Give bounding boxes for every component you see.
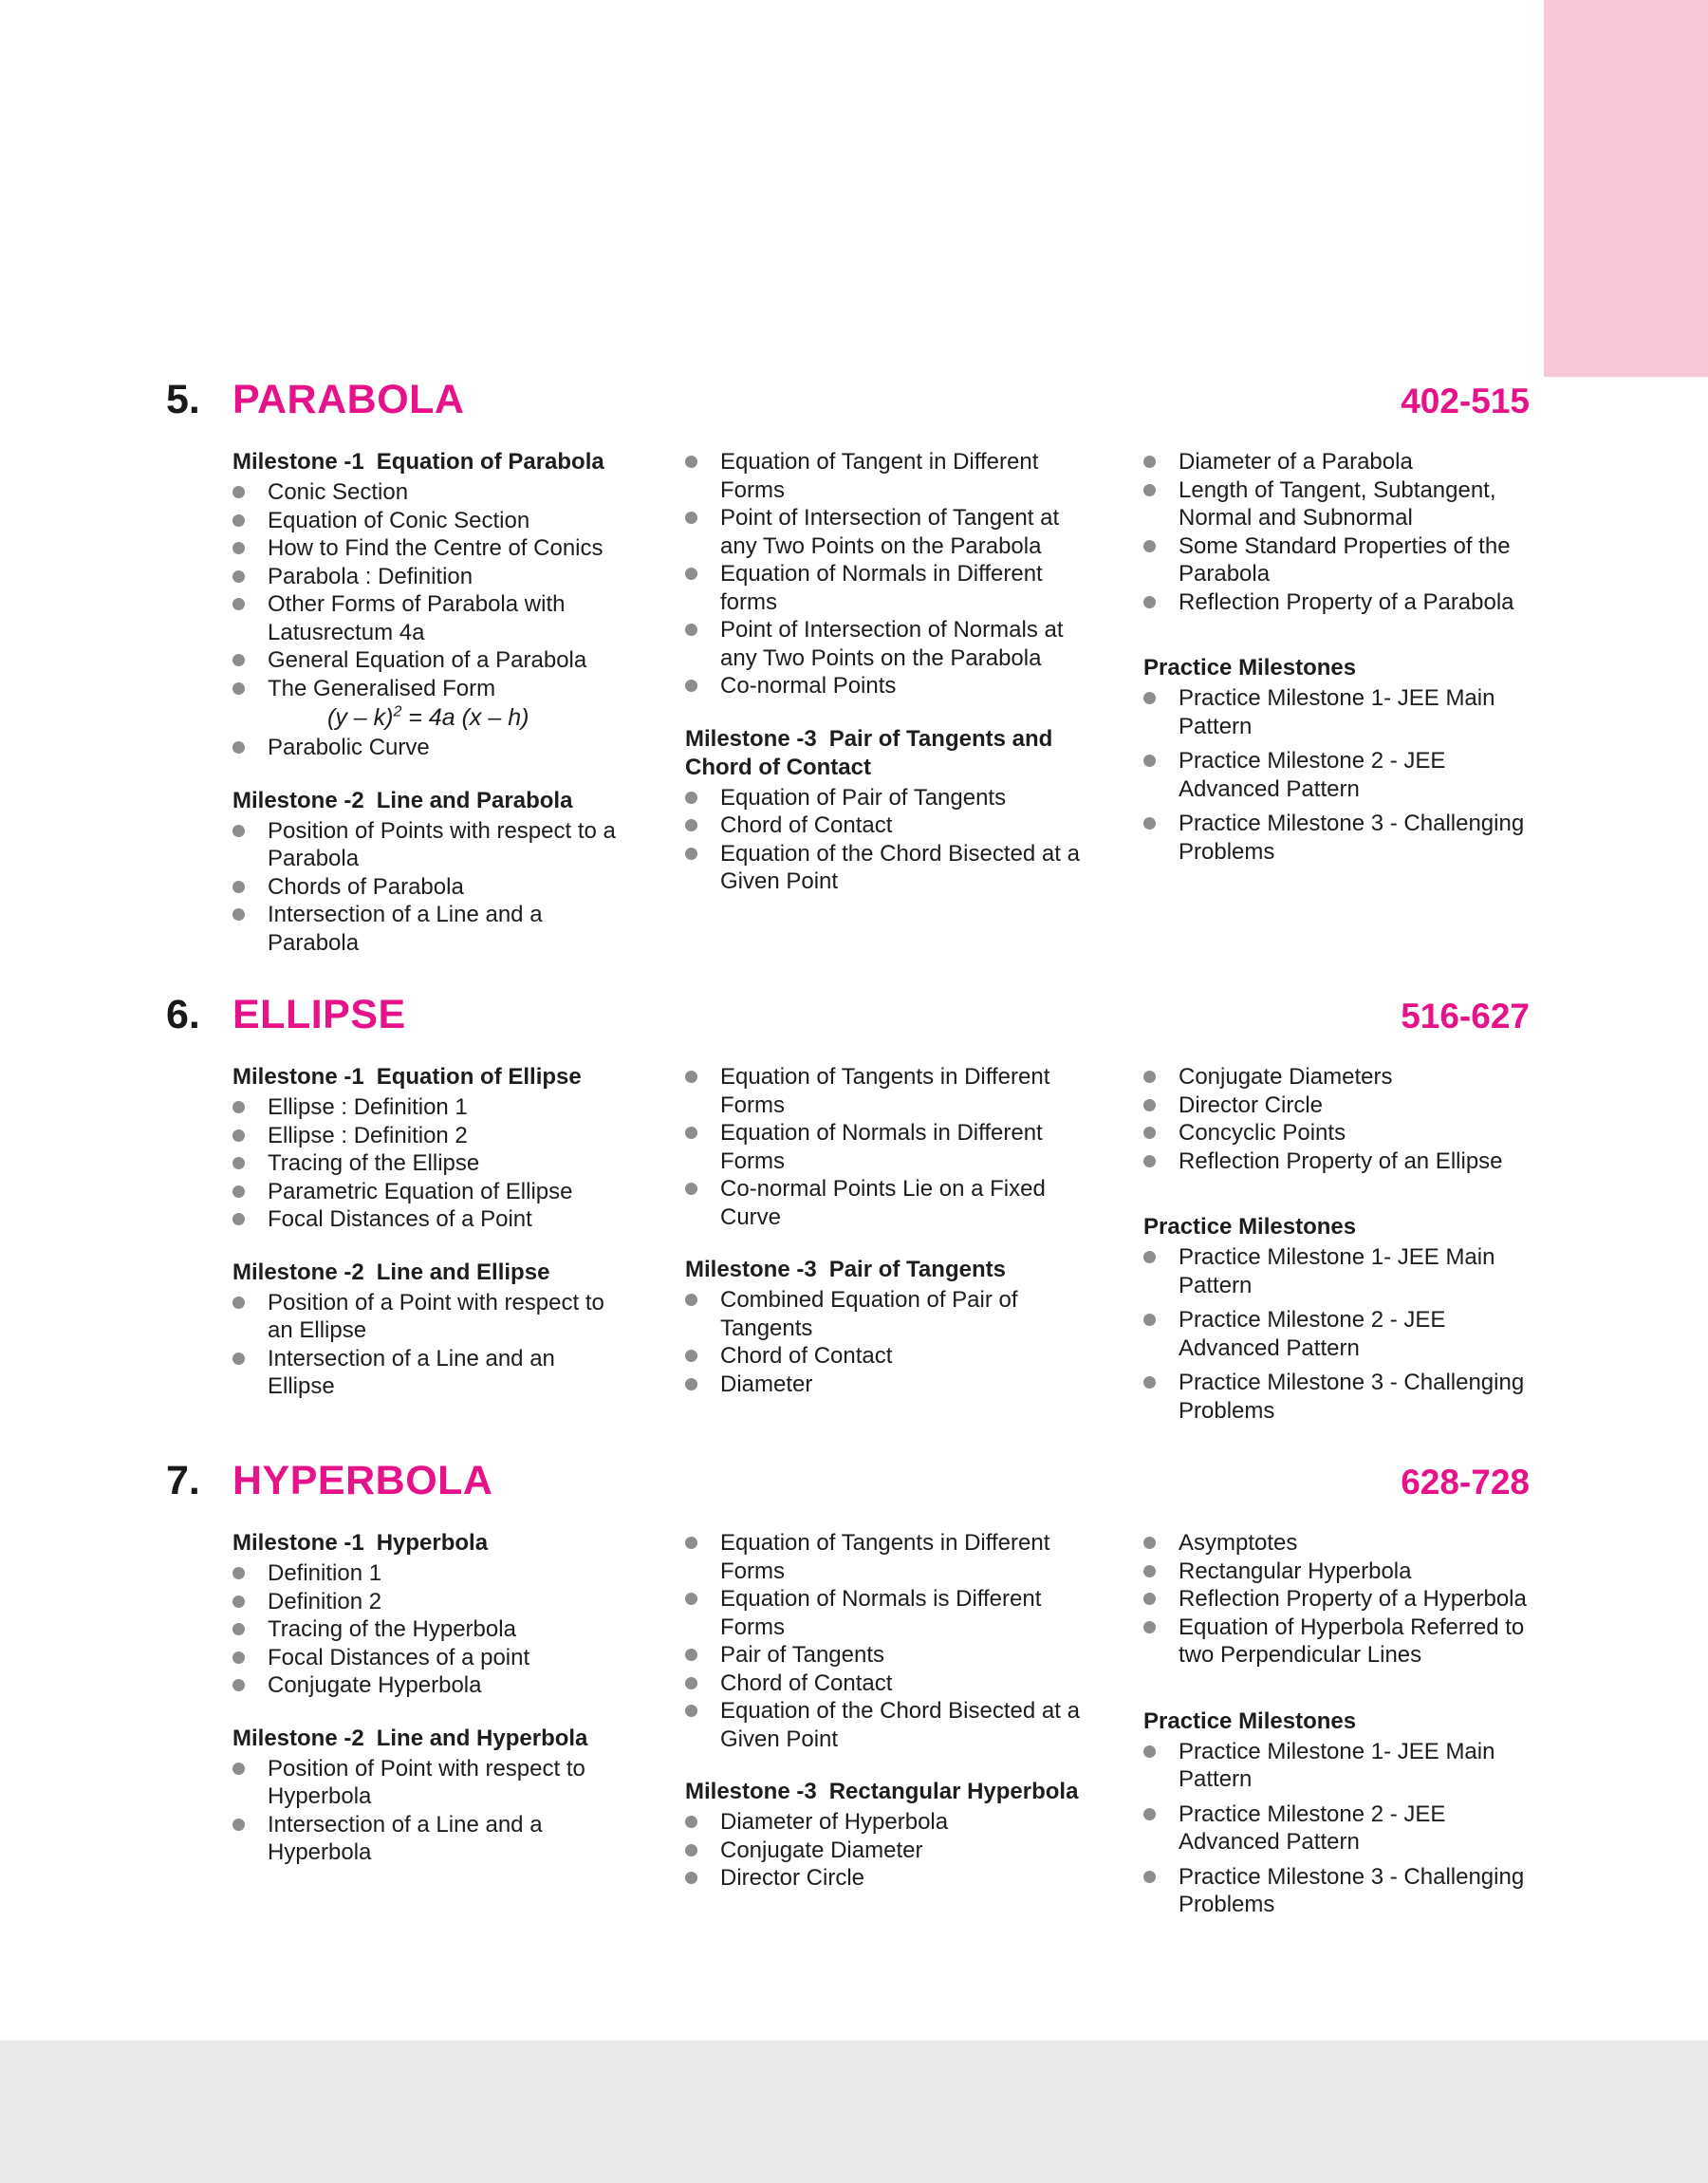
toc-item-text: Equation of Tangents in Different Forms (720, 1064, 1050, 1118)
toc-item-text: Equation of Normals is Different Forms (720, 1586, 1042, 1640)
bullet-icon (232, 682, 245, 695)
toc-item (1143, 1063, 1528, 1092)
milestone-section (232, 787, 626, 958)
toc-item-text: Practice Milestone 2 - JEE Advanced Pattern (1179, 1801, 1446, 1855)
milestone-section (685, 448, 1101, 700)
bullet-icon (1143, 1871, 1156, 1883)
toc-item-text: Chords of Parabola (268, 873, 464, 900)
milestone-header (1143, 1707, 1528, 1736)
milestone-label: Practice Milestones (1143, 1214, 1357, 1240)
toc-item-text: Equation of the Chord Bisected at a Given Point (720, 840, 1080, 894)
bullet-icon (232, 570, 245, 583)
toc-item-text: Focal Distances of a point (268, 1644, 530, 1670)
toc-item-text: Tracing of the Ellipse (268, 1150, 480, 1176)
bullet-icon (232, 598, 245, 610)
bullet-icon (685, 1816, 697, 1828)
toc-item (685, 1175, 1101, 1231)
bullet-icon (685, 1705, 697, 1717)
toc-item (685, 504, 1101, 560)
milestone-label: Milestone -3 (685, 1779, 817, 1804)
bullet-icon (232, 1819, 245, 1831)
toc-item (685, 1808, 1101, 1837)
chapter-block (166, 377, 1530, 956)
decorative-footer-band (0, 2041, 1708, 2183)
milestone-section (232, 1725, 626, 1867)
toc-item (685, 448, 1101, 504)
milestone-header (232, 1259, 626, 1287)
milestone-section (1143, 1063, 1528, 1175)
toc-item (685, 1119, 1101, 1175)
bullet-icon (1143, 1376, 1156, 1389)
bullet-icon (1143, 1537, 1156, 1549)
toc-item-text: Diameter of a Parabola (1179, 449, 1413, 475)
toc-item-text: Point of Intersection of Normals at any Two Points on the Parabola (720, 617, 1064, 671)
toc-item-text: Conjugate Diameter (720, 1837, 923, 1863)
milestone-header (685, 725, 1101, 782)
toc-item-text: Chord of Contact (720, 812, 893, 838)
chapter-block (166, 992, 1530, 1424)
milestone-title: Line and Ellipse (376, 1259, 550, 1285)
toc-item (232, 901, 626, 957)
toc-item-text: Director Circle (720, 1865, 865, 1891)
bullet-icon (685, 624, 697, 636)
milestone-section (232, 1259, 626, 1401)
toc-item-text: Intersection of a Line and an Ellipse (268, 1345, 555, 1399)
toc-item-text: Diameter (720, 1371, 813, 1397)
toc-item (685, 1529, 1101, 1585)
toc-column (232, 1063, 626, 1401)
toc-item-text: Practice Milestone 2 - JEE Advanced Pattern (1179, 748, 1446, 802)
toc-item (1143, 588, 1528, 617)
toc-item-text: Rectangular Hyperbola (1179, 1558, 1412, 1584)
formula-rhs: = 4a (x – h) (401, 704, 529, 731)
decorative-pink-block (1544, 0, 1708, 377)
milestone-label: Milestone -2 (232, 1725, 364, 1751)
milestone-section (685, 1778, 1101, 1893)
toc-item-text: Conic Section (268, 479, 409, 505)
toc-item-text: Reflection Property of a Parabola (1179, 588, 1514, 615)
bullet-icon (232, 542, 245, 554)
bullet-icon (1143, 1251, 1156, 1263)
chapter-number: 5. (166, 377, 200, 422)
bullet-icon (232, 1129, 245, 1142)
milestone-label: Milestone -1 (232, 1064, 364, 1090)
toc-item-text: Chord of Contact (720, 1670, 893, 1696)
toc-item (1143, 1529, 1528, 1558)
bullet-icon (232, 1623, 245, 1635)
toc-item-text: Point of Intersection of Tangent at any Two Points on the Parabola (720, 505, 1060, 559)
bullet-icon (232, 1595, 245, 1608)
chapter-title: ELLIPSE (232, 992, 406, 1037)
bullet-icon (1143, 1099, 1156, 1111)
chapter-page-range: 516-627 (1401, 997, 1530, 1036)
toc-column (1143, 448, 1528, 866)
milestone-section (1143, 654, 1528, 866)
toc-item-text: Parametric Equation of Ellipse (268, 1178, 573, 1204)
toc-item-text: Conjugate Hyperbola (268, 1672, 482, 1698)
bullet-icon (685, 1350, 697, 1362)
toc-item (232, 1644, 626, 1672)
bullet-icon (232, 825, 245, 837)
milestone-title: Pair of Tangents (828, 1257, 1006, 1282)
toc-item (232, 1178, 626, 1206)
toc-item (232, 734, 626, 762)
milestone-label: Practice Milestones (1143, 1707, 1357, 1734)
toc-item-text: Equation of Normals in Different Forms (720, 1120, 1043, 1174)
chapter-title: HYPERBOLA (232, 1458, 493, 1503)
bullet-icon (1143, 1071, 1156, 1083)
toc-item (685, 1837, 1101, 1865)
bullet-icon (1143, 1565, 1156, 1577)
toc-item (232, 1149, 626, 1178)
toc-item (1143, 1243, 1528, 1299)
toc-item-text: Combined Equation of Pair of Tangents (720, 1287, 1018, 1341)
chapter-header (166, 993, 1530, 1038)
toc-item-text: Length of Tangent, Subtangent, Normal and Subnormal (1179, 476, 1496, 531)
toc-item (1143, 1585, 1528, 1614)
toc-column (685, 1063, 1101, 1398)
milestone-section (232, 1063, 626, 1234)
toc-item (232, 1559, 626, 1588)
toc-item (685, 616, 1101, 672)
toc-item (1143, 476, 1528, 532)
bullet-icon (232, 514, 245, 527)
toc-item (232, 1289, 626, 1345)
toc-item (1143, 1147, 1528, 1176)
milestone-header (685, 1256, 1101, 1284)
milestone-title: Line and Hyperbola (376, 1725, 588, 1751)
toc-item (232, 1122, 626, 1150)
bullet-icon (1143, 1314, 1156, 1326)
toc-item-text: Ellipse : Definition 1 (268, 1094, 468, 1120)
bullet-icon (1143, 817, 1156, 830)
toc-item-text: Practice Milestone 3 - Challenging Problems (1179, 811, 1525, 865)
toc-item-text: Intersection of a Line and a Parabola (268, 902, 543, 956)
milestone-label: Milestone -3 (685, 725, 817, 752)
toc-column (1143, 1063, 1528, 1425)
toc-item-text: Co-normal Points Lie on a Fixed Curve (720, 1176, 1046, 1230)
toc-item-text: Position of a Point with respect to an Ellipse (268, 1289, 604, 1343)
bullet-icon (685, 819, 697, 831)
milestone-section (232, 1529, 626, 1700)
toc-column (685, 448, 1101, 896)
toc-item (1143, 810, 1528, 866)
bullet-icon (685, 1378, 697, 1390)
formula-base: (y – k) (327, 704, 394, 731)
milestone-header (232, 787, 626, 815)
toc-item (685, 1371, 1101, 1399)
bullet-icon (685, 1294, 697, 1306)
toc-item-text: The Generalised Form (268, 675, 496, 701)
milestone-title: Line and Parabola (376, 787, 573, 813)
bullet-icon (232, 881, 245, 893)
chapter-number: 6. (166, 992, 200, 1037)
milestone-header (232, 448, 626, 476)
bullet-icon (232, 1185, 245, 1198)
toc-item-text: General Equation of a Parabola (268, 647, 587, 673)
toc-item-text: Chord of Contact (720, 1343, 893, 1369)
toc-item (685, 1063, 1101, 1119)
toc-item (1143, 747, 1528, 803)
bullet-icon (232, 1679, 245, 1691)
toc-item (232, 1345, 626, 1401)
toc-item (232, 646, 626, 675)
toc-item (1143, 684, 1528, 740)
toc-item-text: Diameter of Hyperbola (720, 1809, 949, 1835)
toc-item-text: Director Circle (1179, 1092, 1324, 1118)
bullet-icon (1143, 1745, 1156, 1758)
toc-item-text: Asymptotes (1179, 1530, 1298, 1556)
toc-item-text: Practice Milestone 3 - Challenging Problems (1179, 1863, 1525, 1917)
toc-item (232, 478, 626, 507)
milestone-section (685, 1256, 1101, 1398)
bullet-icon (232, 1651, 245, 1664)
chapter-title: PARABOLA (232, 377, 465, 422)
toc-item (685, 784, 1101, 812)
toc-item-text: Concyclic Points (1179, 1120, 1346, 1146)
bullet-icon (1143, 1593, 1156, 1605)
toc-item (685, 1641, 1101, 1670)
milestone-section (685, 725, 1101, 896)
milestone-label: Milestone -2 (232, 1259, 364, 1285)
toc-item-text: Equation of Tangents in Different Forms (720, 1530, 1050, 1584)
toc-item-text: Conjugate Diameters (1179, 1064, 1393, 1090)
bullet-icon (685, 792, 697, 804)
milestone-label: Milestone -1 (232, 1530, 364, 1556)
toc-item (685, 812, 1101, 840)
milestone-label: Practice Milestones (1143, 655, 1357, 681)
toc-item (1143, 1614, 1528, 1670)
toc-item (232, 507, 626, 535)
toc-item (232, 873, 626, 902)
toc-item-text: Focal Distances of a Point (268, 1206, 532, 1232)
chapter-page-range: 402-515 (1401, 382, 1530, 420)
toc-item (1143, 1558, 1528, 1586)
toc-item (1143, 1306, 1528, 1362)
toc-item (685, 1697, 1101, 1753)
toc-item-text: Pair of Tangents (720, 1642, 885, 1668)
bullet-icon (232, 1157, 245, 1169)
bullet-icon (1143, 755, 1156, 767)
toc-item-text: Practice Milestone 1- JEE Main Pattern (1179, 1244, 1495, 1298)
formula-line (232, 702, 626, 734)
bullet-icon (685, 1593, 697, 1605)
toc-item-text: Definition 1 (268, 1560, 382, 1586)
toc-item (1143, 1119, 1528, 1147)
bullet-icon (1143, 456, 1156, 468)
toc-item (232, 817, 626, 873)
toc-item (685, 1864, 1101, 1893)
milestone-header (232, 1725, 626, 1753)
toc-item-text: Practice Milestone 2 - JEE Advanced Pattern (1179, 1307, 1446, 1361)
milestone-label: Milestone -3 (685, 1257, 817, 1282)
bullet-icon (232, 1213, 245, 1225)
toc-item-text: How to Find the Centre of Conics (268, 535, 603, 561)
bullet-icon (685, 848, 697, 860)
toc-item (232, 1615, 626, 1644)
milestone-title: Equation of Ellipse (376, 1064, 582, 1090)
toc-item-text: Position of Points with respect to a Parabola (268, 817, 616, 871)
toc-item (232, 590, 626, 646)
toc-item-text: Practice Milestone 1- JEE Main Pattern (1179, 685, 1495, 739)
milestone-label: Milestone -1 (232, 449, 364, 475)
toc-item-text: Ellipse : Definition 2 (268, 1122, 468, 1148)
toc-column (1143, 1529, 1528, 1919)
bullet-icon (1143, 1621, 1156, 1633)
toc-item (232, 1093, 626, 1122)
toc-item (232, 1755, 626, 1811)
toc-item-text: Equation of Conic Section (268, 507, 530, 533)
toc-item (685, 1286, 1101, 1342)
toc-item (232, 563, 626, 591)
milestone-section (232, 448, 626, 762)
milestone-section (1143, 1213, 1528, 1425)
bullet-icon (685, 512, 697, 524)
bullet-icon (1143, 1127, 1156, 1139)
toc-item (1143, 448, 1528, 476)
toc-item-text: Equation of Pair of Tangents (720, 784, 1007, 811)
bullet-icon (232, 1353, 245, 1365)
chapter-header (166, 1459, 1530, 1504)
bullet-icon (1143, 596, 1156, 608)
milestone-title: Rectangular Hyperbola (828, 1779, 1079, 1804)
toc-item (685, 1585, 1101, 1641)
bullet-icon (1143, 692, 1156, 704)
toc-item-text: Reflection Property of a Hyperbola (1179, 1586, 1527, 1612)
milestone-header (1143, 1213, 1528, 1241)
bullet-icon (685, 1649, 697, 1661)
toc-item-text: Parabola : Definition (268, 563, 473, 589)
toc-item (232, 1588, 626, 1616)
milestone-header (232, 1529, 626, 1558)
milestone-section (1143, 1529, 1528, 1670)
bullet-icon (685, 1872, 697, 1884)
bullet-icon (685, 1844, 697, 1856)
formula-exponent: 2 (393, 703, 402, 720)
bullet-icon (1143, 1808, 1156, 1820)
bullet-icon (232, 654, 245, 666)
milestone-title: Equation of Parabola (376, 449, 604, 475)
toc-item (232, 675, 626, 703)
toc-item (1143, 1369, 1528, 1425)
bullet-icon (685, 680, 697, 692)
milestone-header (232, 1063, 626, 1092)
toc-item (232, 1811, 626, 1867)
bullet-icon (232, 1101, 245, 1113)
bullet-icon (685, 456, 697, 468)
toc-item (1143, 1863, 1528, 1919)
bullet-icon (232, 1763, 245, 1775)
toc-item-text: Equation of Hyperbola Referred to two Perpendicular Lines (1179, 1614, 1525, 1668)
chapter-number: 7. (166, 1458, 200, 1503)
chapter-page-range: 628-728 (1401, 1463, 1530, 1502)
toc-column (685, 1529, 1101, 1893)
bullet-icon (685, 1071, 697, 1083)
toc-item-text: Intersection of a Line and a Hyperbola (268, 1811, 543, 1865)
chapter-block (166, 1458, 1530, 1917)
bullet-icon (685, 568, 697, 580)
bullet-icon (1143, 1155, 1156, 1167)
bullet-icon (232, 908, 245, 921)
milestone-section (685, 1063, 1101, 1231)
toc-column (232, 1529, 626, 1867)
toc-item-text: Equation of Tangent in Different Forms (720, 449, 1039, 503)
toc-item-text: Equation of Normals in Different forms (720, 561, 1043, 615)
toc-item (232, 534, 626, 563)
milestone-label: Milestone -2 (232, 787, 364, 813)
toc-item (685, 1670, 1101, 1698)
toc-item-text: Definition 2 (268, 1588, 382, 1614)
toc-item (1143, 1092, 1528, 1120)
bullet-icon (685, 1677, 697, 1689)
toc-item (232, 1671, 626, 1700)
toc-item (1143, 532, 1528, 588)
toc-item (1143, 1801, 1528, 1856)
bullet-icon (232, 741, 245, 754)
bullet-icon (685, 1127, 697, 1139)
toc-item-text: Other Forms of Parabola with Latusrectum 4a (268, 591, 566, 645)
toc-item (685, 1342, 1101, 1371)
toc-item-text: Position of Point with respect to Hyperbola (268, 1755, 585, 1809)
toc-item-text: Tracing of the Hyperbola (268, 1616, 516, 1642)
toc-item-text: Some Standard Properties of the Parabola (1179, 532, 1511, 587)
bullet-icon (232, 1297, 245, 1309)
toc-item (685, 672, 1101, 700)
toc-column (232, 448, 626, 957)
bullet-icon (685, 1183, 697, 1195)
toc-item (685, 560, 1101, 616)
toc-item-text: Parabolic Curve (268, 735, 430, 760)
toc-item-text: Practice Milestone 1- JEE Main Pattern (1179, 1738, 1495, 1792)
toc-item (1143, 1738, 1528, 1794)
toc-item-text: Reflection Property of an Ellipse (1179, 1147, 1503, 1174)
milestone-title: Pair of Tangents and Chord of Contact (685, 725, 1053, 780)
milestone-title: Hyperbola (376, 1530, 489, 1556)
bullet-icon (1143, 540, 1156, 552)
milestone-header (685, 1778, 1101, 1806)
milestone-section (685, 1529, 1101, 1753)
toc-item (685, 840, 1101, 896)
bullet-icon (232, 486, 245, 498)
toc-item (232, 1205, 626, 1234)
milestone-header (1143, 654, 1528, 682)
milestone-section (1143, 448, 1528, 616)
toc-item-text: Equation of the Chord Bisected at a Given Point (720, 1698, 1080, 1752)
bullet-icon (232, 1567, 245, 1579)
bullet-icon (1143, 484, 1156, 496)
toc-item-text: Practice Milestone 3 - Challenging Problems (1179, 1370, 1525, 1424)
bullet-icon (685, 1537, 697, 1549)
toc-item-text: Co-normal Points (720, 673, 897, 699)
chapter-header (166, 378, 1530, 423)
milestone-section (1143, 1707, 1528, 1919)
